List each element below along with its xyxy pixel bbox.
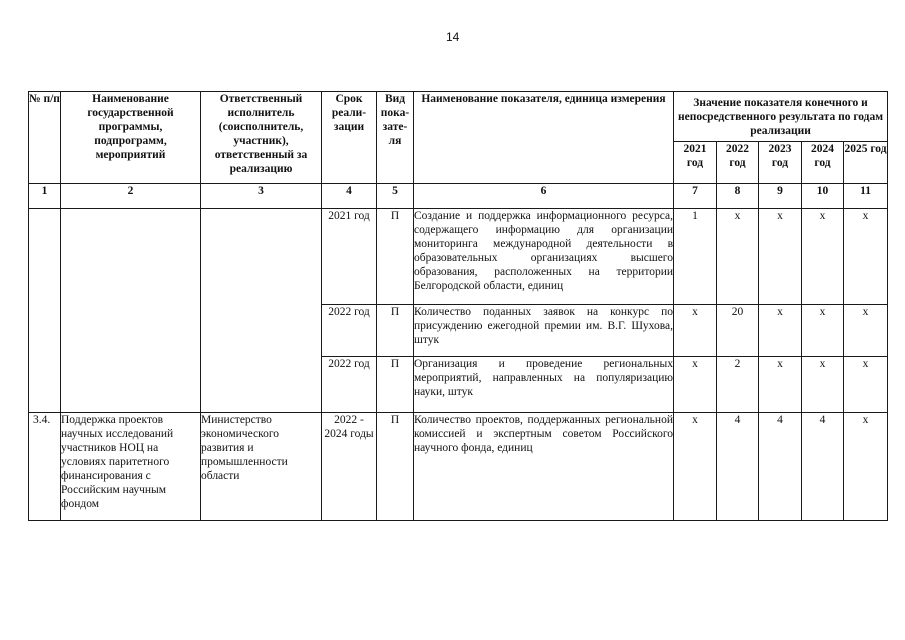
indicator-cell: Организация и проведение региональных мероприятий, направленных на популяризацию науки, штук (414, 357, 674, 413)
indicator-cell: Количество поданных заявок на конкурс по присуждению ежегодной премии им. В.Г. Шухова, штук (414, 305, 674, 357)
header-indicator: Наименование показателя, единица измерения (414, 92, 674, 184)
table-row (29, 209, 888, 305)
type-cell: П (377, 209, 414, 305)
type-cell: П (377, 413, 414, 521)
value-cell: х (717, 209, 759, 305)
type-cell: П (377, 357, 414, 413)
indicators-table (28, 91, 888, 521)
header-year-2025: 2025 год (844, 142, 888, 184)
type-cell: П (377, 305, 414, 357)
value-cell: 4 (717, 413, 759, 521)
row-number-cell: 3.4. (29, 413, 61, 521)
value-cell: х (844, 305, 888, 357)
indicator-cell: Создание и поддержка информационного ресурса, содержащего информацию для организации мониторинга международной деятельности в образовательных организациях высшего образования, расположенных на территории Белгородской области, единиц (414, 209, 674, 305)
header-year-2021: 2021 год (674, 142, 717, 184)
program-cell: Поддержка проектов научных исследований участников НОЦ на условиях паритетного финансирования с Российским научным фондом (61, 413, 201, 521)
column-number: 4 (322, 184, 377, 209)
term-cell: 2022 год (322, 357, 377, 413)
table-row (29, 413, 888, 521)
value-cell: х (802, 209, 844, 305)
column-number: 6 (414, 184, 674, 209)
page-number: 14 (446, 30, 460, 44)
value-cell: х (674, 305, 717, 357)
header-values-group: Значение показателя конечного и непосредственного результата по годам реализации (674, 92, 888, 142)
header-row (29, 92, 888, 142)
indicator-cell: Количество проектов, поддержанных региональной комиссией и экспертным советом Российского научного фонда, единиц (414, 413, 674, 521)
value-cell: х (759, 305, 802, 357)
executor-cell: Министерство экономического развития и промышленности области (201, 413, 322, 521)
value-cell: 2 (717, 357, 759, 413)
column-number: 10 (802, 184, 844, 209)
header-program: Наименование государственной программы, подпрограмм, мероприятий (61, 92, 201, 184)
value-cell: х (674, 413, 717, 521)
value-cell: х (844, 209, 888, 305)
column-number: 7 (674, 184, 717, 209)
empty-no-cell (29, 209, 61, 413)
column-number: 5 (377, 184, 414, 209)
value-cell: 1 (674, 209, 717, 305)
header-executor: Ответственный исполнитель (соисполнитель, участник), ответственный за реализацию (201, 92, 322, 184)
header-year-2023: 2023 год (759, 142, 802, 184)
column-number: 9 (759, 184, 802, 209)
header-term: Срок реали-зации (322, 92, 377, 184)
value-cell: х (674, 357, 717, 413)
value-cell: 4 (759, 413, 802, 521)
value-cell: 4 (802, 413, 844, 521)
value-cell: х (802, 357, 844, 413)
value-cell: х (759, 357, 802, 413)
term-cell: 2022 год (322, 305, 377, 357)
term-cell: 2021 год (322, 209, 377, 305)
value-cell: х (844, 413, 888, 521)
empty-program-cell (61, 209, 201, 413)
value-cell: х (759, 209, 802, 305)
column-number: 2 (61, 184, 201, 209)
column-number: 1 (29, 184, 61, 209)
header-type: Вид пока-зате-ля (377, 92, 414, 184)
header-year-2024: 2024 год (802, 142, 844, 184)
term-cell: 2022 - 2024 годы (322, 413, 377, 521)
column-number: 8 (717, 184, 759, 209)
value-cell: х (802, 305, 844, 357)
header-no: № п/п (29, 92, 61, 184)
column-number: 3 (201, 184, 322, 209)
column-number: 11 (844, 184, 888, 209)
value-cell: х (844, 357, 888, 413)
column-number-row (29, 184, 888, 209)
value-cell: 20 (717, 305, 759, 357)
header-year-2022: 2022 год (717, 142, 759, 184)
empty-executor-cell (201, 209, 322, 413)
